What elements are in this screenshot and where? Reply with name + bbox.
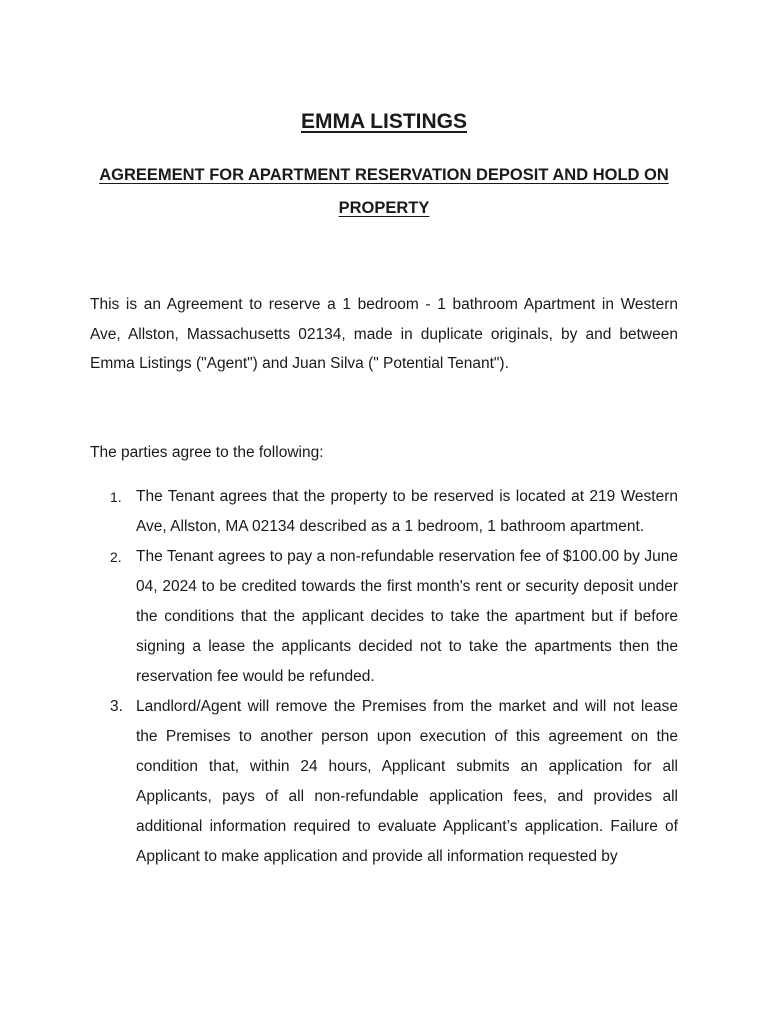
terms-list bbox=[90, 482, 678, 872]
list-item bbox=[90, 542, 678, 692]
agreement-subtitle-text: AGREEMENT FOR APARTMENT RESERVATION DEPOSIT AND HOLD ON PROPERTY bbox=[99, 166, 669, 217]
agreement-subtitle bbox=[90, 159, 678, 225]
list-item-number: 2. bbox=[110, 549, 122, 565]
list-item-text: The Tenant agrees that the property to be reserved is located at 219 Western Ave, Allston, MA 02134 described as a 1 bedroom, 1 bathroom apartment. bbox=[136, 488, 678, 535]
list-item-number: 1. bbox=[110, 489, 122, 505]
parties-heading: The parties agree to the following: bbox=[90, 444, 324, 461]
document-title bbox=[0, 106, 768, 138]
list-item-text: Landlord/Agent will remove the Premises from the market and will not lease the Premises to another person upon execution of this agreement on the condition that, within 24 hours, Applicant submits an application for all Applicants, pays of all non-refundable application fees, and provides all additional information required to evaluate Applicant’s application. Failure of Applicant to make application and provide all information requested by bbox=[136, 698, 678, 865]
list-item-number: 3. bbox=[110, 698, 123, 715]
intro-paragraph: This is an Agreement to reserve a 1 bedroom - 1 bathroom Apartment in Western Ave, Allston, Massachusetts 02134, made in duplicate originals, by and between Emma Listings ("Agent") and Juan Silva (" Potential Tenant"). bbox=[90, 296, 678, 372]
list-item bbox=[90, 692, 678, 872]
list-item-text: The Tenant agrees to pay a non-refundable reservation fee of $100.00 by June 04, 2024 to be credited towards the first month's rent or security deposit under the conditions that the applicant decides to take the apartment but if before signing a lease the applicants decided not to take the apartments then the reservation fee would be refunded. bbox=[136, 548, 678, 685]
document-title-text: EMMA LISTINGS bbox=[300, 110, 468, 133]
list-item bbox=[90, 482, 678, 542]
